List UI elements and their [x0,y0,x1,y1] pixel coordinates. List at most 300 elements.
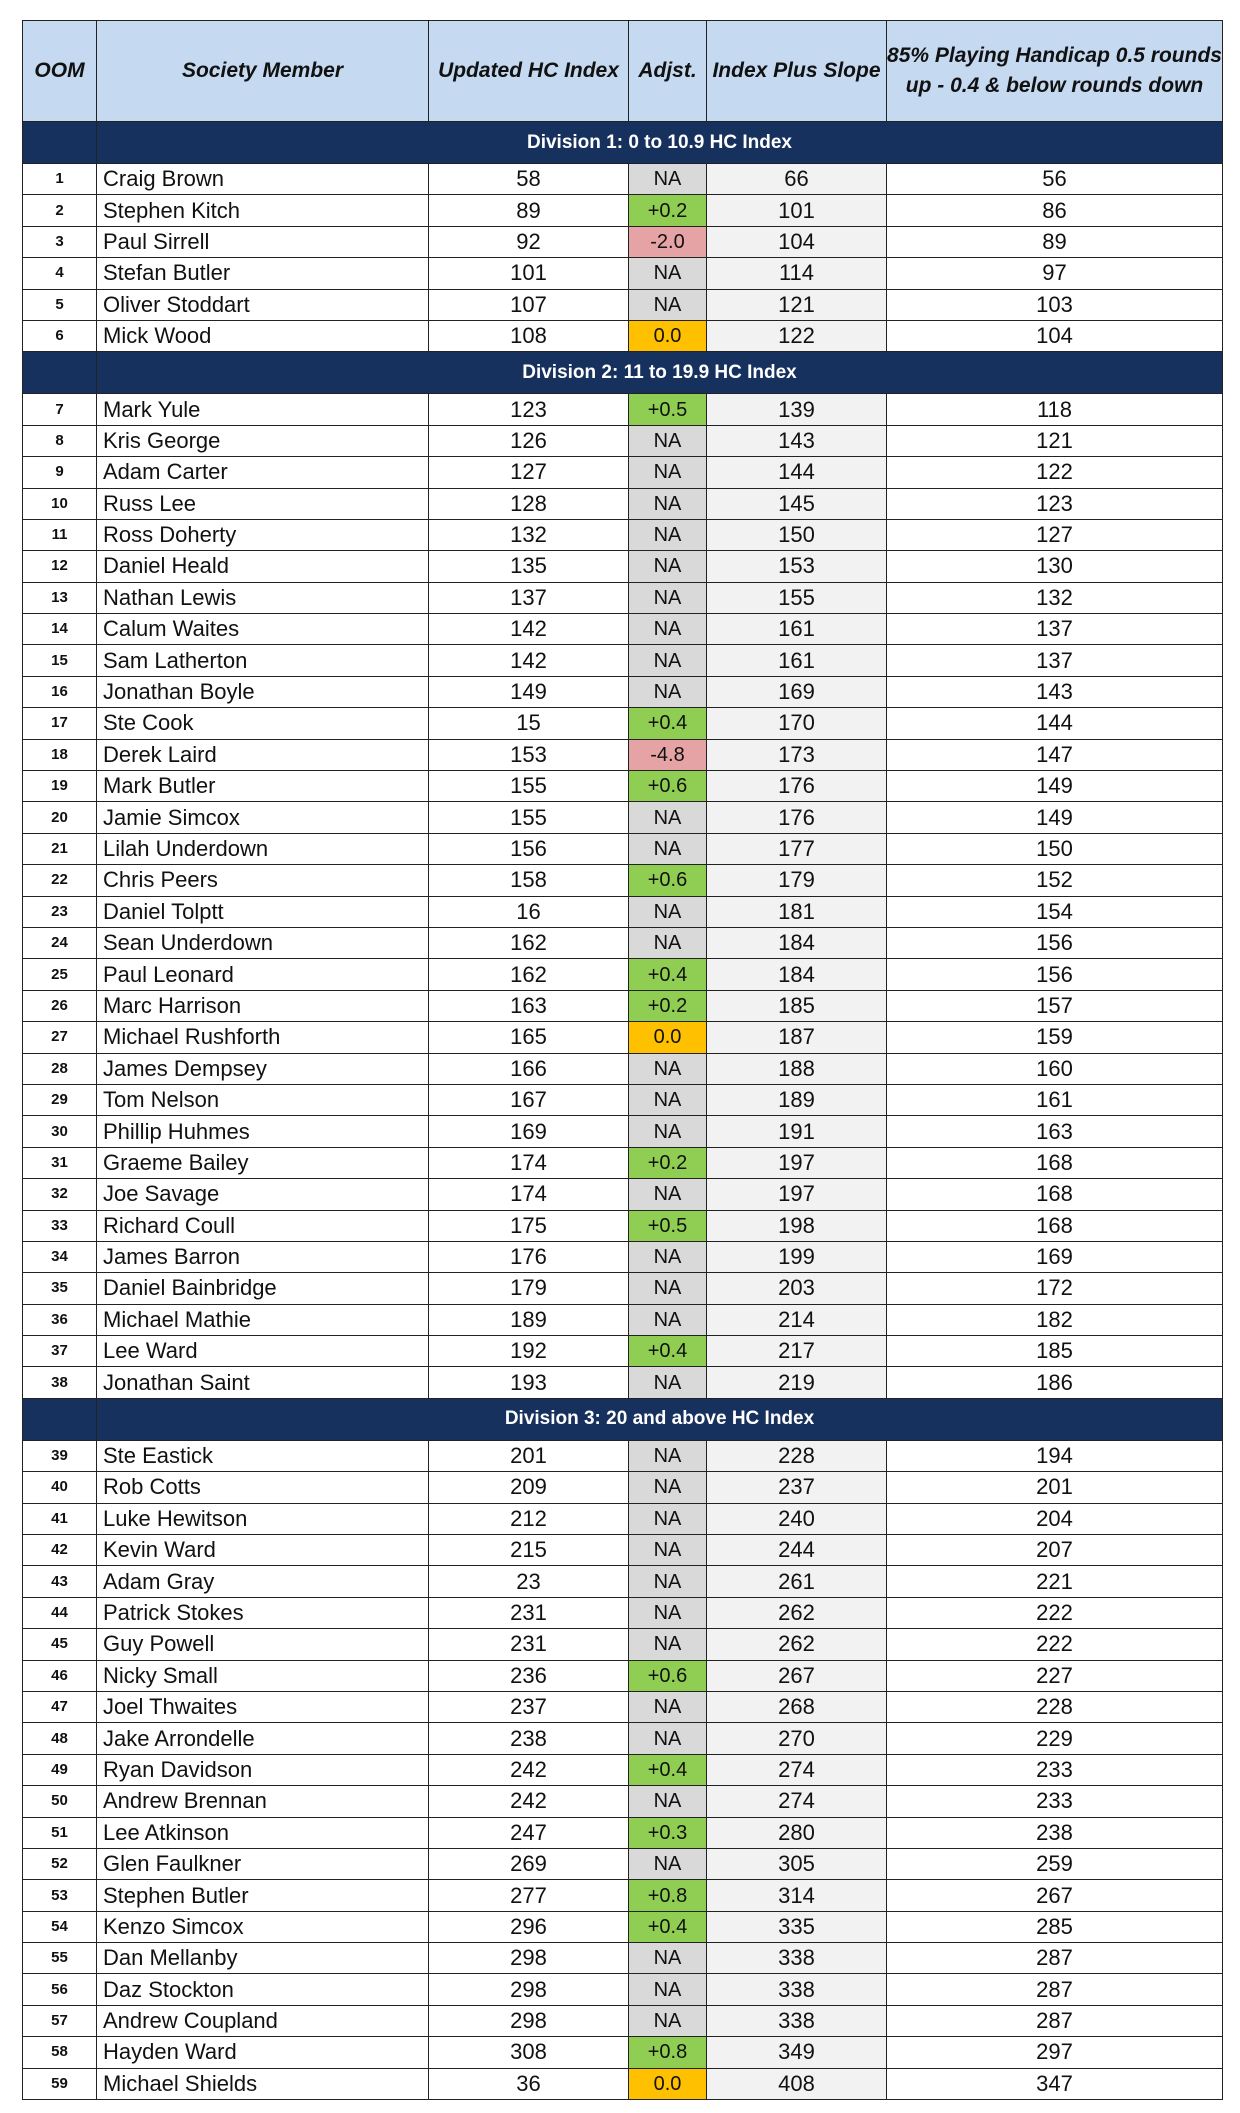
hc-index-cell[interactable]: 108 [429,320,629,351]
member-name-cell[interactable]: Stephen Kitch [97,195,429,226]
index-plus-slope-cell[interactable]: 177 [707,833,887,864]
adjustment-cell[interactable]: NA [629,1597,707,1628]
oom-cell[interactable]: 20 [23,802,97,833]
oom-cell[interactable]: 57 [23,2005,97,2036]
playing-handicap-cell[interactable]: 127 [887,519,1223,550]
oom-cell[interactable]: 7 [23,394,97,425]
playing-handicap-cell[interactable]: 157 [887,990,1223,1021]
playing-handicap-cell[interactable]: 89 [887,226,1223,257]
member-name-cell[interactable]: Daniel Tolptt [97,896,429,927]
playing-handicap-cell[interactable]: 182 [887,1304,1223,1335]
playing-handicap-cell[interactable]: 172 [887,1273,1223,1304]
oom-cell[interactable]: 45 [23,1629,97,1660]
member-name-cell[interactable]: Ross Doherty [97,519,429,550]
index-plus-slope-cell[interactable]: 338 [707,1974,887,2005]
oom-cell[interactable]: 5 [23,289,97,320]
oom-cell[interactable]: 48 [23,1723,97,1754]
member-name-cell[interactable]: Ste Eastick [97,1440,429,1471]
hc-index-cell[interactable]: 36 [429,2068,629,2099]
hc-index-cell[interactable]: 156 [429,833,629,864]
oom-cell[interactable]: 18 [23,739,97,770]
playing-handicap-cell[interactable]: 169 [887,1241,1223,1272]
hc-index-cell[interactable]: 174 [429,1179,629,1210]
hc-index-cell[interactable]: 167 [429,1084,629,1115]
playing-handicap-cell[interactable]: 56 [887,164,1223,195]
member-name-cell[interactable]: James Dempsey [97,1053,429,1084]
hc-index-cell[interactable]: 128 [429,488,629,519]
adjustment-cell[interactable]: +0.5 [629,394,707,425]
oom-cell[interactable]: 43 [23,1566,97,1597]
member-name-cell[interactable]: Stephen Butler [97,1880,429,1911]
adjustment-cell[interactable]: NA [629,1723,707,1754]
index-plus-slope-cell[interactable]: 169 [707,676,887,707]
adjustment-cell[interactable]: NA [629,1367,707,1398]
adjustment-cell[interactable]: 0.0 [629,2068,707,2099]
adjustment-cell[interactable]: NA [629,1503,707,1534]
index-plus-slope-cell[interactable]: 189 [707,1084,887,1115]
adjustment-cell[interactable]: 0.0 [629,320,707,351]
adjustment-cell[interactable]: NA [629,896,707,927]
adjustment-cell[interactable]: +0.4 [629,708,707,739]
adjustment-cell[interactable]: NA [629,614,707,645]
index-plus-slope-cell[interactable]: 314 [707,1880,887,1911]
oom-cell[interactable]: 4 [23,258,97,289]
oom-cell[interactable]: 36 [23,1304,97,1335]
index-plus-slope-cell[interactable]: 104 [707,226,887,257]
adjustment-cell[interactable]: NA [629,1786,707,1817]
playing-handicap-cell[interactable]: 150 [887,833,1223,864]
oom-cell[interactable]: 33 [23,1210,97,1241]
playing-handicap-cell[interactable]: 222 [887,1597,1223,1628]
adjustment-cell[interactable]: NA [629,1535,707,1566]
member-name-cell[interactable]: Luke Hewitson [97,1503,429,1534]
playing-handicap-cell[interactable]: 132 [887,582,1223,613]
index-plus-slope-cell[interactable]: 198 [707,1210,887,1241]
oom-cell[interactable]: 50 [23,1786,97,1817]
hc-index-cell[interactable]: 163 [429,990,629,1021]
header-index-plus-slope[interactable]: Index Plus Slope [707,21,887,122]
member-name-cell[interactable]: Lilah Underdown [97,833,429,864]
hc-index-cell[interactable]: 142 [429,645,629,676]
playing-handicap-cell[interactable]: 287 [887,2005,1223,2036]
hc-index-cell[interactable]: 162 [429,927,629,958]
hc-index-cell[interactable]: 242 [429,1754,629,1785]
member-name-cell[interactable]: James Barron [97,1241,429,1272]
playing-handicap-cell[interactable]: 222 [887,1629,1223,1660]
oom-cell[interactable]: 54 [23,1911,97,1942]
oom-cell[interactable]: 30 [23,1116,97,1147]
header-oom[interactable]: OOM [23,21,97,122]
oom-cell[interactable]: 41 [23,1503,97,1534]
member-name-cell[interactable]: Adam Gray [97,1566,429,1597]
adjustment-cell[interactable]: NA [629,582,707,613]
oom-cell[interactable]: 53 [23,1880,97,1911]
member-name-cell[interactable]: Craig Brown [97,164,429,195]
index-plus-slope-cell[interactable]: 217 [707,1336,887,1367]
oom-cell[interactable]: 35 [23,1273,97,1304]
hc-index-cell[interactable]: 209 [429,1472,629,1503]
hc-index-cell[interactable]: 89 [429,195,629,226]
adjustment-cell[interactable]: -4.8 [629,739,707,770]
adjustment-cell[interactable]: NA [629,833,707,864]
oom-cell[interactable]: 46 [23,1660,97,1691]
hc-index-cell[interactable]: 298 [429,2005,629,2036]
hc-index-cell[interactable]: 166 [429,1053,629,1084]
playing-handicap-cell[interactable]: 221 [887,1566,1223,1597]
playing-handicap-cell[interactable]: 154 [887,896,1223,927]
index-plus-slope-cell[interactable]: 176 [707,771,887,802]
playing-handicap-cell[interactable]: 168 [887,1210,1223,1241]
playing-handicap-cell[interactable]: 168 [887,1179,1223,1210]
index-plus-slope-cell[interactable]: 161 [707,614,887,645]
index-plus-slope-cell[interactable]: 184 [707,959,887,990]
member-name-cell[interactable]: Ste Cook [97,708,429,739]
playing-handicap-cell[interactable]: 267 [887,1880,1223,1911]
hc-index-cell[interactable]: 242 [429,1786,629,1817]
index-plus-slope-cell[interactable]: 262 [707,1629,887,1660]
hc-index-cell[interactable]: 236 [429,1660,629,1691]
adjustment-cell[interactable]: +0.4 [629,1336,707,1367]
index-plus-slope-cell[interactable]: 122 [707,320,887,351]
oom-cell[interactable]: 42 [23,1535,97,1566]
oom-cell[interactable]: 44 [23,1597,97,1628]
playing-handicap-cell[interactable]: 207 [887,1535,1223,1566]
playing-handicap-cell[interactable]: 347 [887,2068,1223,2099]
hc-index-cell[interactable]: 269 [429,1848,629,1879]
hc-index-cell[interactable]: 298 [429,1974,629,2005]
hc-index-cell[interactable]: 142 [429,614,629,645]
oom-cell[interactable]: 55 [23,1943,97,1974]
playing-handicap-cell[interactable]: 227 [887,1660,1223,1691]
adjustment-cell[interactable]: NA [629,802,707,833]
adjustment-cell[interactable]: +0.8 [629,2037,707,2068]
member-name-cell[interactable]: Nicky Small [97,1660,429,1691]
playing-handicap-cell[interactable]: 137 [887,614,1223,645]
playing-handicap-cell[interactable]: 149 [887,802,1223,833]
member-name-cell[interactable]: Daz Stockton [97,1974,429,2005]
index-plus-slope-cell[interactable]: 184 [707,927,887,958]
hc-index-cell[interactable]: 298 [429,1943,629,1974]
oom-cell[interactable]: 29 [23,1084,97,1115]
playing-handicap-cell[interactable]: 97 [887,258,1223,289]
adjustment-cell[interactable]: +0.2 [629,1147,707,1178]
hc-index-cell[interactable]: 193 [429,1367,629,1398]
oom-cell[interactable]: 16 [23,676,97,707]
index-plus-slope-cell[interactable]: 274 [707,1786,887,1817]
member-name-cell[interactable]: Graeme Bailey [97,1147,429,1178]
member-name-cell[interactable]: Daniel Heald [97,551,429,582]
hc-index-cell[interactable]: 155 [429,771,629,802]
index-plus-slope-cell[interactable]: 214 [707,1304,887,1335]
member-name-cell[interactable]: Kenzo Simcox [97,1911,429,1942]
adjustment-cell[interactable]: NA [629,519,707,550]
playing-handicap-cell[interactable]: 287 [887,1974,1223,2005]
member-name-cell[interactable]: Daniel Bainbridge [97,1273,429,1304]
index-plus-slope-cell[interactable]: 237 [707,1472,887,1503]
adjustment-cell[interactable]: NA [629,1273,707,1304]
adjustment-cell[interactable]: NA [629,1691,707,1722]
member-name-cell[interactable]: Marc Harrison [97,990,429,1021]
oom-cell[interactable]: 31 [23,1147,97,1178]
playing-handicap-cell[interactable]: 229 [887,1723,1223,1754]
oom-cell[interactable]: 2 [23,195,97,226]
member-name-cell[interactable]: Paul Leonard [97,959,429,990]
member-name-cell[interactable]: Sam Latherton [97,645,429,676]
adjustment-cell[interactable]: NA [629,1848,707,1879]
index-plus-slope-cell[interactable]: 170 [707,708,887,739]
hc-index-cell[interactable]: 296 [429,1911,629,1942]
member-name-cell[interactable]: Patrick Stokes [97,1597,429,1628]
member-name-cell[interactable]: Chris Peers [97,865,429,896]
playing-handicap-cell[interactable]: 204 [887,1503,1223,1534]
adjustment-cell[interactable]: -2.0 [629,226,707,257]
member-name-cell[interactable]: Jake Arrondelle [97,1723,429,1754]
index-plus-slope-cell[interactable]: 176 [707,802,887,833]
index-plus-slope-cell[interactable]: 244 [707,1535,887,1566]
adjustment-cell[interactable]: NA [629,1566,707,1597]
index-plus-slope-cell[interactable]: 268 [707,1691,887,1722]
oom-cell[interactable]: 52 [23,1848,97,1879]
adjustment-cell[interactable]: NA [629,1179,707,1210]
index-plus-slope-cell[interactable]: 199 [707,1241,887,1272]
playing-handicap-cell[interactable]: 156 [887,959,1223,990]
adjustment-cell[interactable]: +0.5 [629,1210,707,1241]
member-name-cell[interactable]: Calum Waites [97,614,429,645]
index-plus-slope-cell[interactable]: 261 [707,1566,887,1597]
oom-cell[interactable]: 25 [23,959,97,990]
adjustment-cell[interactable]: NA [629,457,707,488]
index-plus-slope-cell[interactable]: 203 [707,1273,887,1304]
member-name-cell[interactable]: Guy Powell [97,1629,429,1660]
index-plus-slope-cell[interactable]: 145 [707,488,887,519]
member-name-cell[interactable]: Mark Yule [97,394,429,425]
member-name-cell[interactable]: Michael Shields [97,2068,429,2099]
header-playing-handicap[interactable]: 85% Playing Handicap 0.5 rounds up - 0.4 & below rounds down [887,21,1223,122]
member-name-cell[interactable]: Derek Laird [97,739,429,770]
playing-handicap-cell[interactable]: 259 [887,1848,1223,1879]
member-name-cell[interactable]: Richard Coull [97,1210,429,1241]
index-plus-slope-cell[interactable]: 197 [707,1179,887,1210]
playing-handicap-cell[interactable]: 156 [887,927,1223,958]
member-name-cell[interactable]: Mick Wood [97,320,429,351]
hc-index-cell[interactable]: 277 [429,1880,629,1911]
adjustment-cell[interactable]: NA [629,645,707,676]
playing-handicap-cell[interactable]: 168 [887,1147,1223,1178]
oom-cell[interactable]: 15 [23,645,97,676]
oom-cell[interactable]: 13 [23,582,97,613]
oom-cell[interactable]: 32 [23,1179,97,1210]
member-name-cell[interactable]: Michael Rushforth [97,1022,429,1053]
member-name-cell[interactable]: Dan Mellanby [97,1943,429,1974]
member-name-cell[interactable]: Kevin Ward [97,1535,429,1566]
member-name-cell[interactable]: Jonathan Saint [97,1367,429,1398]
hc-index-cell[interactable]: 174 [429,1147,629,1178]
adjustment-cell[interactable]: NA [629,1440,707,1471]
playing-handicap-cell[interactable]: 233 [887,1754,1223,1785]
adjustment-cell[interactable]: +0.6 [629,865,707,896]
member-name-cell[interactable]: Jamie Simcox [97,802,429,833]
member-name-cell[interactable]: Joel Thwaites [97,1691,429,1722]
playing-handicap-cell[interactable]: 130 [887,551,1223,582]
index-plus-slope-cell[interactable]: 185 [707,990,887,1021]
index-plus-slope-cell[interactable]: 335 [707,1911,887,1942]
hc-index-cell[interactable]: 135 [429,551,629,582]
playing-handicap-cell[interactable]: 163 [887,1116,1223,1147]
hc-index-cell[interactable]: 231 [429,1597,629,1628]
playing-handicap-cell[interactable]: 143 [887,676,1223,707]
adjustment-cell[interactable]: NA [629,1241,707,1272]
adjustment-cell[interactable]: NA [629,1472,707,1503]
hc-index-cell[interactable]: 126 [429,425,629,456]
header-hc-index[interactable]: Updated HC Index [429,21,629,122]
member-name-cell[interactable]: Oliver Stoddart [97,289,429,320]
oom-cell[interactable]: 3 [23,226,97,257]
index-plus-slope-cell[interactable]: 338 [707,1943,887,1974]
index-plus-slope-cell[interactable]: 338 [707,2005,887,2036]
index-plus-slope-cell[interactable]: 274 [707,1754,887,1785]
hc-index-cell[interactable]: 149 [429,676,629,707]
index-plus-slope-cell[interactable]: 188 [707,1053,887,1084]
oom-cell[interactable]: 37 [23,1336,97,1367]
adjustment-cell[interactable]: +0.4 [629,959,707,990]
playing-handicap-cell[interactable]: 161 [887,1084,1223,1115]
playing-handicap-cell[interactable]: 194 [887,1440,1223,1471]
member-name-cell[interactable]: Sean Underdown [97,927,429,958]
index-plus-slope-cell[interactable]: 114 [707,258,887,289]
hc-index-cell[interactable]: 189 [429,1304,629,1335]
playing-handicap-cell[interactable]: 86 [887,195,1223,226]
playing-handicap-cell[interactable]: 118 [887,394,1223,425]
oom-cell[interactable]: 11 [23,519,97,550]
playing-handicap-cell[interactable]: 285 [887,1911,1223,1942]
adjustment-cell[interactable]: NA [629,1629,707,1660]
oom-cell[interactable]: 23 [23,896,97,927]
playing-handicap-cell[interactable]: 159 [887,1022,1223,1053]
playing-handicap-cell[interactable]: 122 [887,457,1223,488]
hc-index-cell[interactable]: 101 [429,258,629,289]
index-plus-slope-cell[interactable]: 228 [707,1440,887,1471]
hc-index-cell[interactable]: 231 [429,1629,629,1660]
header-adjustment[interactable]: Adjst. [629,21,707,122]
hc-index-cell[interactable]: 175 [429,1210,629,1241]
member-name-cell[interactable]: Rob Cotts [97,1472,429,1503]
adjustment-cell[interactable]: NA [629,1943,707,1974]
adjustment-cell[interactable]: NA [629,164,707,195]
index-plus-slope-cell[interactable]: 150 [707,519,887,550]
index-plus-slope-cell[interactable]: 187 [707,1022,887,1053]
playing-handicap-cell[interactable]: 238 [887,1817,1223,1848]
hc-index-cell[interactable]: 237 [429,1691,629,1722]
index-plus-slope-cell[interactable]: 143 [707,425,887,456]
member-name-cell[interactable]: Phillip Huhmes [97,1116,429,1147]
playing-handicap-cell[interactable]: 103 [887,289,1223,320]
oom-cell[interactable]: 19 [23,771,97,802]
oom-cell[interactable]: 8 [23,425,97,456]
member-name-cell[interactable]: Lee Atkinson [97,1817,429,1848]
hc-index-cell[interactable]: 132 [429,519,629,550]
playing-handicap-cell[interactable]: 121 [887,425,1223,456]
adjustment-cell[interactable]: NA [629,1304,707,1335]
member-name-cell[interactable]: Ryan Davidson [97,1754,429,1785]
adjustment-cell[interactable]: NA [629,1116,707,1147]
member-name-cell[interactable]: Kris George [97,425,429,456]
index-plus-slope-cell[interactable]: 139 [707,394,887,425]
playing-handicap-cell[interactable]: 228 [887,1691,1223,1722]
member-name-cell[interactable]: Andrew Coupland [97,2005,429,2036]
adjustment-cell[interactable]: +0.4 [629,1754,707,1785]
index-plus-slope-cell[interactable]: 179 [707,865,887,896]
adjustment-cell[interactable]: 0.0 [629,1022,707,1053]
index-plus-slope-cell[interactable]: 267 [707,1660,887,1691]
hc-index-cell[interactable]: 201 [429,1440,629,1471]
index-plus-slope-cell[interactable]: 155 [707,582,887,613]
oom-cell[interactable]: 21 [23,833,97,864]
oom-cell[interactable]: 24 [23,927,97,958]
hc-index-cell[interactable]: 247 [429,1817,629,1848]
playing-handicap-cell[interactable]: 144 [887,708,1223,739]
member-name-cell[interactable]: Michael Mathie [97,1304,429,1335]
playing-handicap-cell[interactable]: 201 [887,1472,1223,1503]
member-name-cell[interactable]: Glen Faulkner [97,1848,429,1879]
oom-cell[interactable]: 39 [23,1440,97,1471]
member-name-cell[interactable]: Stefan Butler [97,258,429,289]
oom-cell[interactable]: 22 [23,865,97,896]
index-plus-slope-cell[interactable]: 173 [707,739,887,770]
member-name-cell[interactable]: Tom Nelson [97,1084,429,1115]
index-plus-slope-cell[interactable]: 181 [707,896,887,927]
oom-cell[interactable]: 51 [23,1817,97,1848]
hc-index-cell[interactable]: 238 [429,1723,629,1754]
adjustment-cell[interactable]: +0.6 [629,771,707,802]
hc-index-cell[interactable]: 169 [429,1116,629,1147]
adjustment-cell[interactable]: NA [629,1084,707,1115]
adjustment-cell[interactable]: NA [629,425,707,456]
adjustment-cell[interactable]: NA [629,258,707,289]
member-name-cell[interactable]: Andrew Brennan [97,1786,429,1817]
member-name-cell[interactable]: Paul Sirrell [97,226,429,257]
index-plus-slope-cell[interactable]: 262 [707,1597,887,1628]
oom-cell[interactable]: 14 [23,614,97,645]
oom-cell[interactable]: 34 [23,1241,97,1272]
oom-cell[interactable]: 59 [23,2068,97,2099]
member-name-cell[interactable]: Adam Carter [97,457,429,488]
playing-handicap-cell[interactable]: 104 [887,320,1223,351]
oom-cell[interactable]: 10 [23,488,97,519]
index-plus-slope-cell[interactable]: 408 [707,2068,887,2099]
hc-index-cell[interactable]: 137 [429,582,629,613]
member-name-cell[interactable]: Nathan Lewis [97,582,429,613]
playing-handicap-cell[interactable]: 287 [887,1943,1223,1974]
oom-cell[interactable]: 38 [23,1367,97,1398]
adjustment-cell[interactable]: NA [629,289,707,320]
oom-cell[interactable]: 26 [23,990,97,1021]
oom-cell[interactable]: 49 [23,1754,97,1785]
index-plus-slope-cell[interactable]: 101 [707,195,887,226]
adjustment-cell[interactable]: NA [629,551,707,582]
hc-index-cell[interactable]: 212 [429,1503,629,1534]
oom-cell[interactable]: 17 [23,708,97,739]
adjustment-cell[interactable]: +0.6 [629,1660,707,1691]
header-member[interactable]: Society Member [97,21,429,122]
index-plus-slope-cell[interactable]: 270 [707,1723,887,1754]
playing-handicap-cell[interactable]: 160 [887,1053,1223,1084]
hc-index-cell[interactable]: 308 [429,2037,629,2068]
index-plus-slope-cell[interactable]: 66 [707,164,887,195]
index-plus-slope-cell[interactable]: 191 [707,1116,887,1147]
hc-index-cell[interactable]: 127 [429,457,629,488]
adjustment-cell[interactable]: NA [629,1053,707,1084]
hc-index-cell[interactable]: 155 [429,802,629,833]
